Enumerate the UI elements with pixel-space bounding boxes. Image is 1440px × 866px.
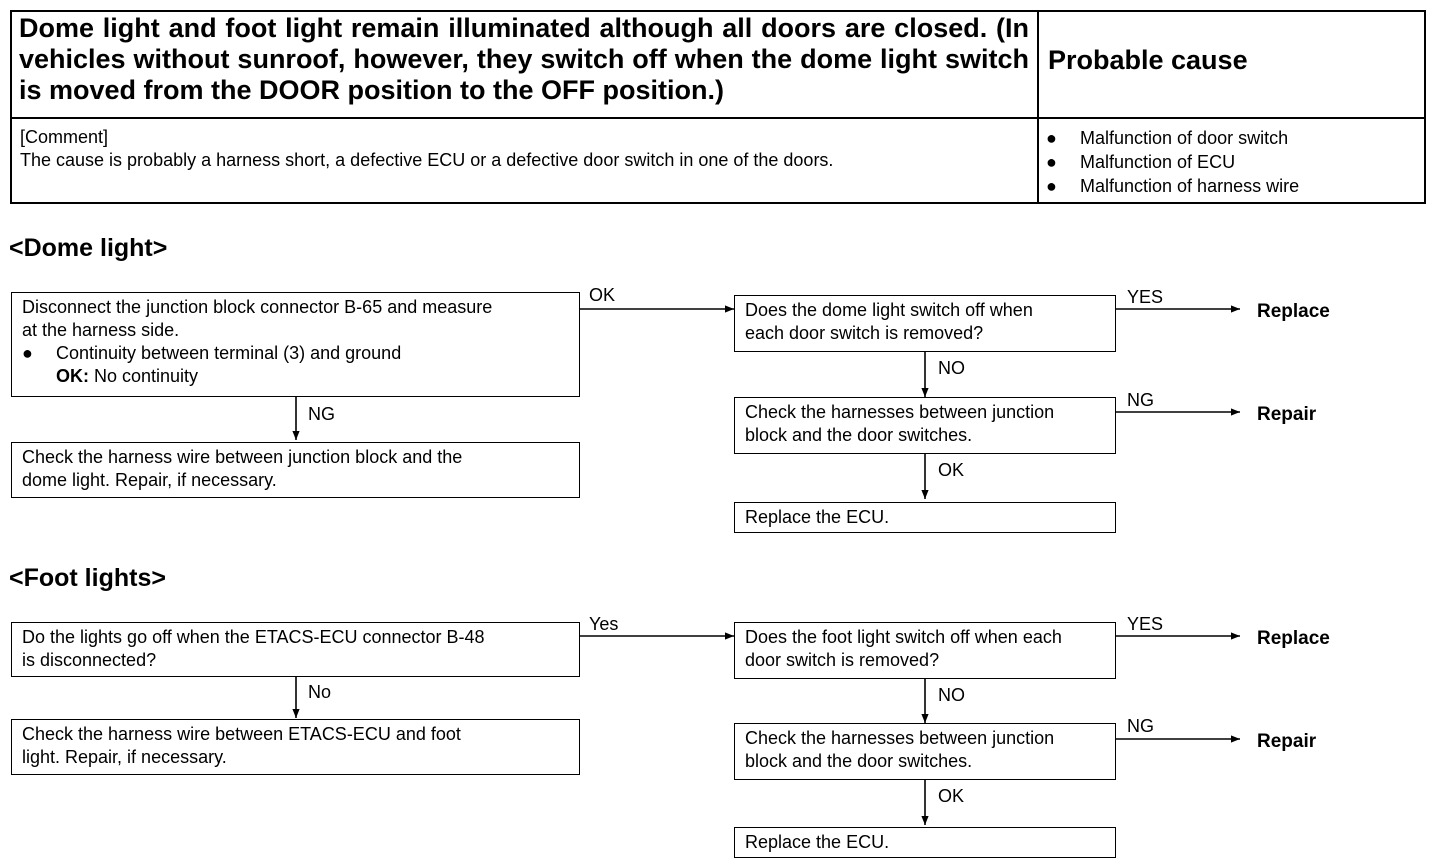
branch-label-ok: OK xyxy=(938,786,965,806)
result-replace: Replace xyxy=(1257,301,1330,322)
foot-step-check-harness-wire: Check the harness wire between ETACS-ECU and foot light. Repair, if necessary. xyxy=(11,719,580,775)
dome-step-measure-continuity: Disconnect the junction block connector B-65 and measure at the harness side. ● Continuity between terminal (3) and ground OK: No continuity xyxy=(11,292,580,397)
foot-step-disconnect-connector: Do the lights go off when the ETACS-ECU connector B-48 is disconnected? xyxy=(11,622,580,677)
result-repair: Repair xyxy=(1257,404,1317,425)
branch-label-yes: YES xyxy=(1127,287,1164,307)
branch-label-ng: NG xyxy=(1127,716,1154,736)
dome-step-check-harnesses: Check the harnesses between junction block and the door switches. xyxy=(734,397,1116,454)
dome-step-door-switch-check: Does the dome light switch off when each door switch is removed? xyxy=(734,295,1116,352)
bullet-icon: ● xyxy=(22,343,33,363)
result-replace: Replace xyxy=(1257,628,1330,649)
branch-label-ng: NG xyxy=(1127,390,1154,410)
dome-light-heading: <Dome light> xyxy=(9,234,168,262)
foot-lights-heading: <Foot lights> xyxy=(9,564,166,592)
comment-label: [Comment] xyxy=(20,127,109,147)
comment-text: The cause is probably a harness short, a defective ECU or a defective door switch in one of the doors. xyxy=(20,150,834,170)
branch-label-no: No xyxy=(308,682,332,702)
symptom-description: Dome light and foot light remain illuminated although all doors are closed. (In vehicles without sunroof, however, they switch off when the dome light switch is moved from the DOOR position to the OFF position.) xyxy=(19,13,1029,105)
foot-step-door-switch-check: Does the foot light switch off when each door switch is removed? xyxy=(734,622,1116,679)
result-repair: Repair xyxy=(1257,731,1317,752)
branch-label-yes: YES xyxy=(1127,614,1164,634)
branch-label-yes: Yes xyxy=(589,614,619,634)
list-item: ● Malfunction of ECU xyxy=(1046,152,1236,172)
branch-label-ng: NG xyxy=(308,404,335,424)
branch-label-no: NO xyxy=(938,685,965,705)
foot-step-replace-ecu: Replace the ECU. xyxy=(734,827,1116,858)
foot-step-check-harnesses: Check the harnesses between junction block and the door switches. xyxy=(734,723,1116,780)
bullet-icon: ● xyxy=(1046,152,1057,172)
branch-label-ok: OK xyxy=(938,460,965,480)
bullet-icon: ● xyxy=(1046,176,1057,196)
dome-step-check-harness-wire: Check the harness wire between junction block and the dome light. Repair, if necessary. xyxy=(11,442,580,498)
list-item: ● Malfunction of harness wire xyxy=(1046,176,1300,196)
dome-step-replace-ecu: Replace the ECU. xyxy=(734,502,1116,533)
branch-label-ok: OK xyxy=(589,285,616,305)
probable-cause-heading: Probable cause xyxy=(1048,45,1248,75)
branch-label-no: NO xyxy=(938,358,965,378)
list-item: ● Malfunction of door switch xyxy=(1046,128,1289,148)
bullet-icon: ● xyxy=(1046,128,1057,148)
